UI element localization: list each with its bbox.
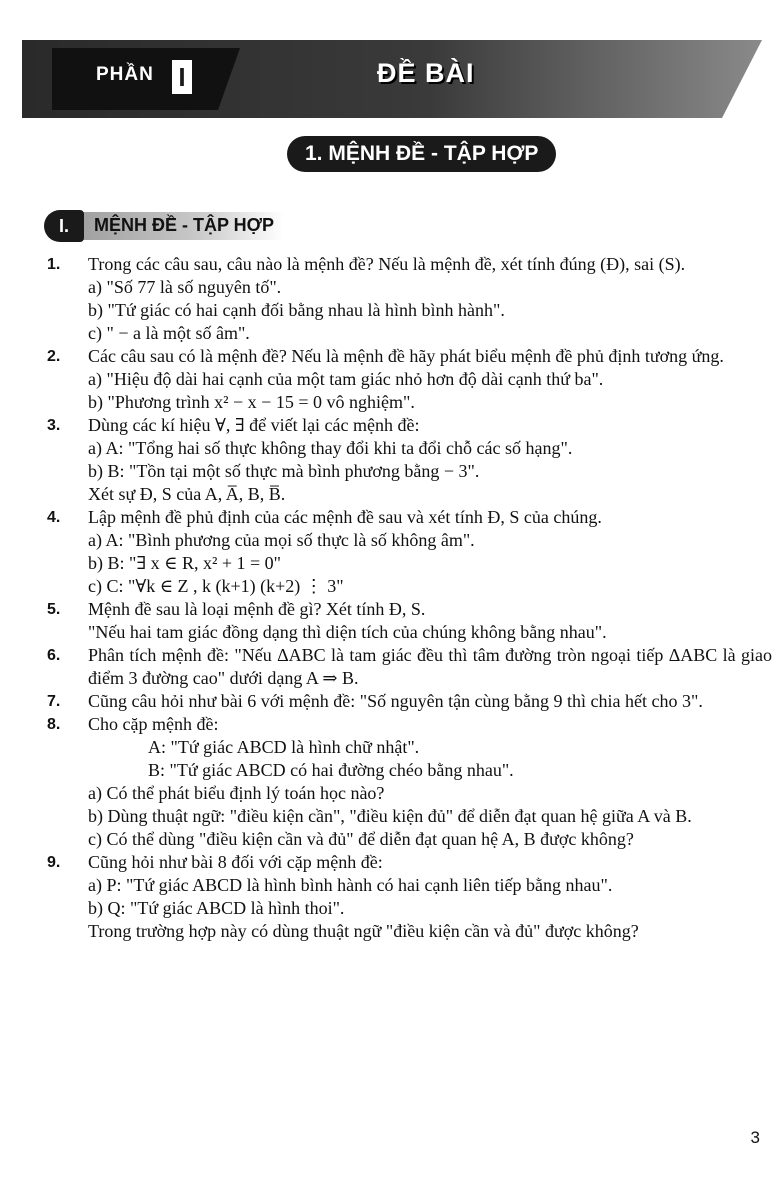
problem-9 (47, 851, 772, 943)
problem-number: 6. (47, 647, 61, 664)
part-banner (22, 40, 762, 118)
problem-number: 4. (47, 509, 61, 526)
problem-text: b) Dùng thuật ngữ: "điều kiện cần", "điều kiện đủ" để diễn đạt quan hệ giữa A và B. (88, 806, 692, 826)
problem-8 (47, 713, 772, 851)
problem-3 (47, 414, 772, 506)
problem-number: 1. (47, 256, 61, 273)
problem-text: Lập mệnh đề phủ định của các mệnh đề sau và xét tính Đ, S của chúng. (88, 507, 602, 527)
problem-text: b) Q: "Tứ giác ABCD là hình thoi". (88, 898, 345, 918)
problem-text: A: "Tứ giác ABCD là hình chữ nhật". (148, 737, 420, 757)
problem-text: a) A: "Bình phương của mọi số thực là số không âm". (88, 530, 475, 550)
problem-text: a) "Hiệu độ dài hai cạnh của một tam giác nhỏ hơn độ dài cạnh thứ ba". (88, 369, 604, 389)
problem-text: Cũng câu hỏi như bài 6 với mệnh đề: "Số nguyên tận cùng bằng 9 thì chia hết cho 3". (88, 691, 703, 711)
problem-text: Xét sự Đ, S của A, A̅, B, B̅. (88, 484, 286, 504)
problem-number: 5. (47, 601, 61, 618)
problem-2 (47, 345, 772, 414)
problem-text: Mệnh đề sau là loại mệnh đề gì? Xét tính Đ, S. (88, 599, 426, 619)
problem-text: "Nếu hai tam giác đồng dạng thì diện tích của chúng không bằng nhau". (88, 622, 607, 642)
problem-text: c) C: "∀k ∈ Z , k (k+1) (k+2) ⋮ 3" (88, 576, 344, 596)
problem-text: a) "Số 77 là số nguyên tố". (88, 277, 282, 297)
problem-text: Trong trường hợp này có dùng thuật ngữ "điều kiện cần và đủ" được không? (88, 921, 639, 941)
problem-number: 7. (47, 693, 61, 710)
problem-number: 8. (47, 716, 61, 733)
problem-text: B: "Tứ giác ABCD có hai đường chéo bằng nhau". (148, 760, 514, 780)
problem-text: a) A: "Tổng hai số thực không thay đổi khi ta đổi chỗ các số hạng". (88, 438, 573, 458)
section-number: I. (44, 210, 84, 242)
problem-4 (47, 506, 772, 598)
problem-5 (47, 598, 772, 644)
page-number: 3 (750, 1128, 760, 1147)
problem-text: c) " − a là một số âm". (88, 323, 250, 343)
problem-text: b) "Phương trình x² − x − 15 = 0 vô nghiệm". (88, 392, 415, 412)
problem-7 (47, 690, 772, 713)
problem-text: b) "Tứ giác có hai cạnh đối bằng nhau là hình bình hành". (88, 300, 505, 320)
problem-text: Các câu sau có là mệnh đề? Nếu là mệnh đề hãy phát biểu mệnh đề phủ định tương ứng. (88, 346, 724, 366)
problem-text: a) P: "Tứ giác ABCD là hình bình hành có hai cạnh liên tiếp bằng nhau". (88, 875, 613, 895)
problem-text: Phân tích mệnh đề: "Nếu ΔABC là tam giác đều thì tâm đường tròn ngoại tiếp ΔABC là giao điểm 3 đường cao" dưới dạng A ⇒ B. (88, 645, 772, 688)
problem-text: Trong các câu sau, câu nào là mệnh đề? Nếu là mệnh đề, xét tính đúng (Đ), sai (S). (88, 254, 686, 274)
problem-number: 3. (47, 417, 61, 434)
section-heading (44, 210, 284, 244)
problem-text: b) B: "∃ x ∈ R, x² + 1 = 0" (88, 553, 281, 573)
problem-number: 9. (47, 854, 61, 871)
banner-title: ĐỀ BÀI (377, 58, 475, 88)
part-label: PHẦN (96, 64, 154, 85)
problem-1 (47, 253, 772, 345)
chapter-title: 1. MỆNH ĐỀ - TẬP HỢP (287, 136, 556, 172)
problem-list (47, 253, 772, 943)
section-title: MỆNH ĐỀ - TẬP HỢP (94, 215, 275, 235)
problem-text: Cũng hỏi như bài 8 đối với cặp mệnh đề: (88, 852, 383, 872)
problem-text: Cho cặp mệnh đề: (88, 714, 219, 734)
problem-6 (47, 644, 772, 690)
problem-number: 2. (47, 348, 61, 365)
problem-text: a) Có thể phát biểu định lý toán học nào? (88, 783, 385, 803)
problem-text: Dùng các kí hiệu ∀, ∃ để viết lại các mệnh đề: (88, 415, 420, 435)
problem-text: c) Có thể dùng "điều kiện cần và đủ" để diễn đạt quan hệ A, B được không? (88, 829, 634, 849)
part-number: I (172, 60, 192, 94)
problem-text: b) B: "Tồn tại một số thực mà bình phương bằng − 3". (88, 461, 480, 481)
